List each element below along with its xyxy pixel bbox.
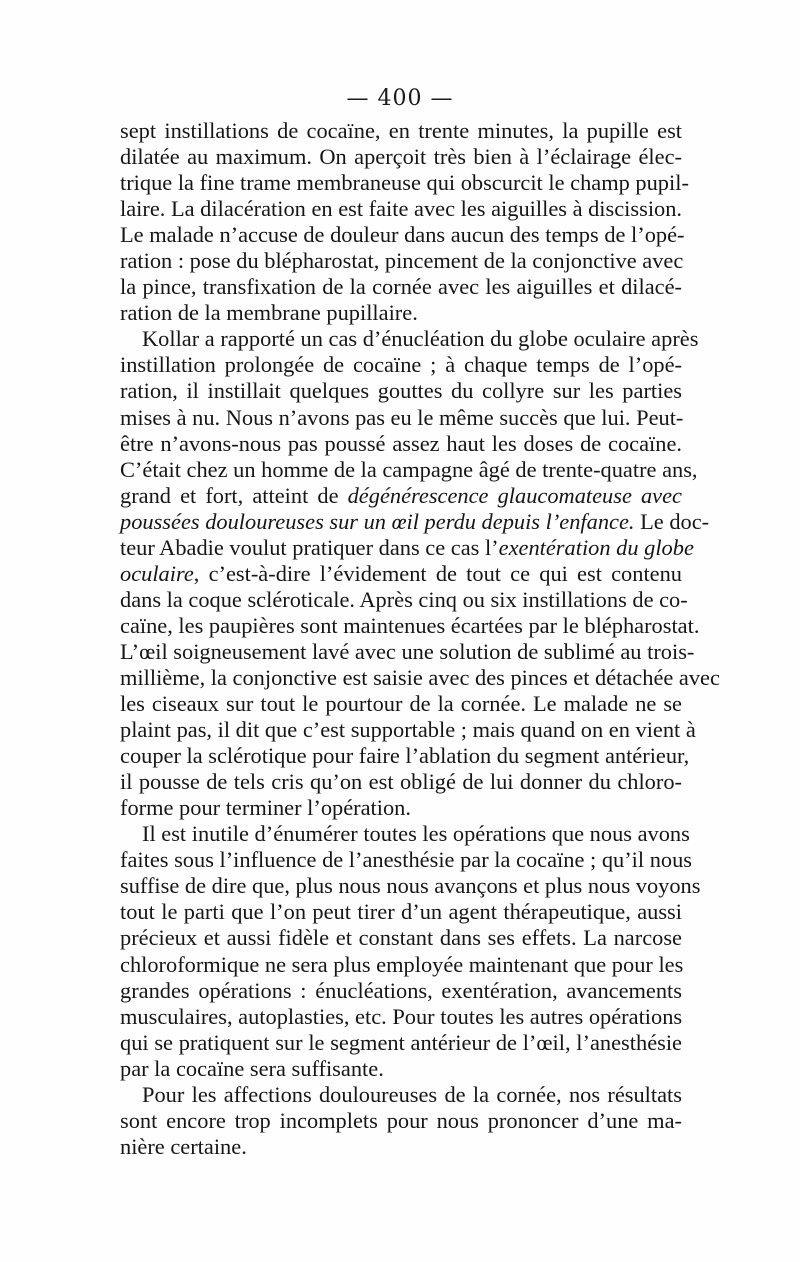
text-line: Il est inutile d’énumérer toutes les opérations que nous avons xyxy=(142,821,690,847)
text-line: couper la sclérotique pour faire l’ablation du segment antérieur, xyxy=(120,743,690,769)
paragraph xyxy=(120,821,701,1081)
text-line: teur Abadie voulut pratiquer dans ce cas l’exentération du globe xyxy=(120,534,694,560)
text-line: il pousse de tels cris qu’on est obligé de lui donner du chloro- xyxy=(120,769,682,795)
text-line: par la cocaïne sera suffisante. xyxy=(120,1055,384,1081)
text-line: précieux et aussi fidèle et constant dans ses effets. La narcose xyxy=(120,925,682,951)
paragraph xyxy=(120,118,689,326)
text-line: Kollar a rapporté un cas d’énucléation du globe oculaire après xyxy=(142,326,699,352)
text-line: poussées douloureuses sur un œil perdu depuis l’enfance. Le doc- xyxy=(120,508,710,534)
text-line: L’œil soigneusement lavé avec une solution de sublimé au trois- xyxy=(120,638,695,664)
paragraph xyxy=(120,326,720,821)
text-line: nière certaine. xyxy=(120,1133,247,1159)
italic-text: oculaire xyxy=(120,560,194,586)
text-line: faites sous l’influence de l’anesthésie par la cocaïne ; qu’il nous xyxy=(120,847,692,873)
text-line: dilatée au maximum. On aperçoit très bien à l’éclairage élec- xyxy=(120,144,682,170)
text-line: caïne, les paupières sont maintenues écartées par le blépharostat. xyxy=(120,612,700,638)
text-line: forme pour terminer l’opération. xyxy=(120,795,411,821)
page-number: — 400 — xyxy=(346,86,454,111)
text-line: chloroformique ne sera plus employée maintenant que pour les xyxy=(120,951,684,977)
text-line: instillation prolongée de cocaïne ; à chaque temps de l’opé- xyxy=(120,352,682,378)
text-line: mises à nu. Nous n’avons pas eu le même succès que lui. Peut- xyxy=(120,404,684,430)
text-line: les ciseaux sur tout le pourtour de la cornée. Le malade ne se xyxy=(120,691,682,717)
text-line: ration, il instillait quelques gouttes du collyre sur les parties xyxy=(120,378,682,404)
paragraph xyxy=(120,1082,682,1160)
text-line: ration : pose du blépharostat, pincement de la conjonctive avec xyxy=(120,248,684,274)
text-line: C’était chez un homme de la campagne âgé de trente-quatre ans, xyxy=(120,456,698,482)
text-line: plaint pas, il dit que c’est supportable ; mais quand on en vient à xyxy=(120,717,696,743)
text-line: tout le parti que l’on peut tirer d’un agent thérapeutique, aussi xyxy=(120,899,682,925)
text-line: sont encore trop incomplets pour nous prononcer d’une ma- xyxy=(120,1107,682,1133)
text-line: la pince, transfixation de la cornée avec les aiguilles et dilacé- xyxy=(120,274,682,300)
text-line: suffise de dire que, plus nous nous avançons et plus nous voyons xyxy=(120,873,701,899)
text-line: être n’avons-nous pas poussé assez haut les doses de cocaïne. xyxy=(120,430,682,456)
text-line: ration de la membrane pupillaire. xyxy=(120,300,418,326)
text-line: Le malade n’accuse de douleur dans aucun des temps de l’opé- xyxy=(120,222,685,248)
text-line: millième, la conjonctive est saisie avec des pinces et détachée avec xyxy=(120,664,720,690)
text-line: grandes opérations : énucléations, exentération, avancements xyxy=(120,977,682,1003)
text-line: qui se pratiquent sur le segment antérieur de l’œil, l’anesthésie xyxy=(120,1029,682,1055)
body-text xyxy=(120,118,720,1160)
text-line: Pour les affections douloureuses de la cornée, nos résultats xyxy=(142,1081,682,1107)
text-line: oculaire, c’est-à-dire l’évidement de tout ce qui est contenu xyxy=(120,560,682,586)
text-line: dans la coque scléroticale. Après cinq ou six instillations de co- xyxy=(120,586,688,612)
italic-text: dégénérescence glaucomateuse avec xyxy=(347,482,682,508)
text-line: grand et fort, atteint de dégénérescence glaucomateuse avec xyxy=(120,482,682,508)
italic-text: poussées douloureuses sur un œil perdu depuis l’enfance. xyxy=(120,508,635,534)
italic-text: exentération du globe xyxy=(498,534,694,560)
text-line: musculaires, autoplasties, etc. Pour toutes les autres opérations xyxy=(120,1003,683,1029)
text-line: trique la fine trame membraneuse qui obscurcit le champ pupil- xyxy=(120,170,689,196)
text-line: sept instillations de cocaïne, en trente minutes, la pupille est xyxy=(120,118,682,143)
text-line: laire. La dilacération en est faite avec les aiguilles à discission. xyxy=(120,196,683,222)
